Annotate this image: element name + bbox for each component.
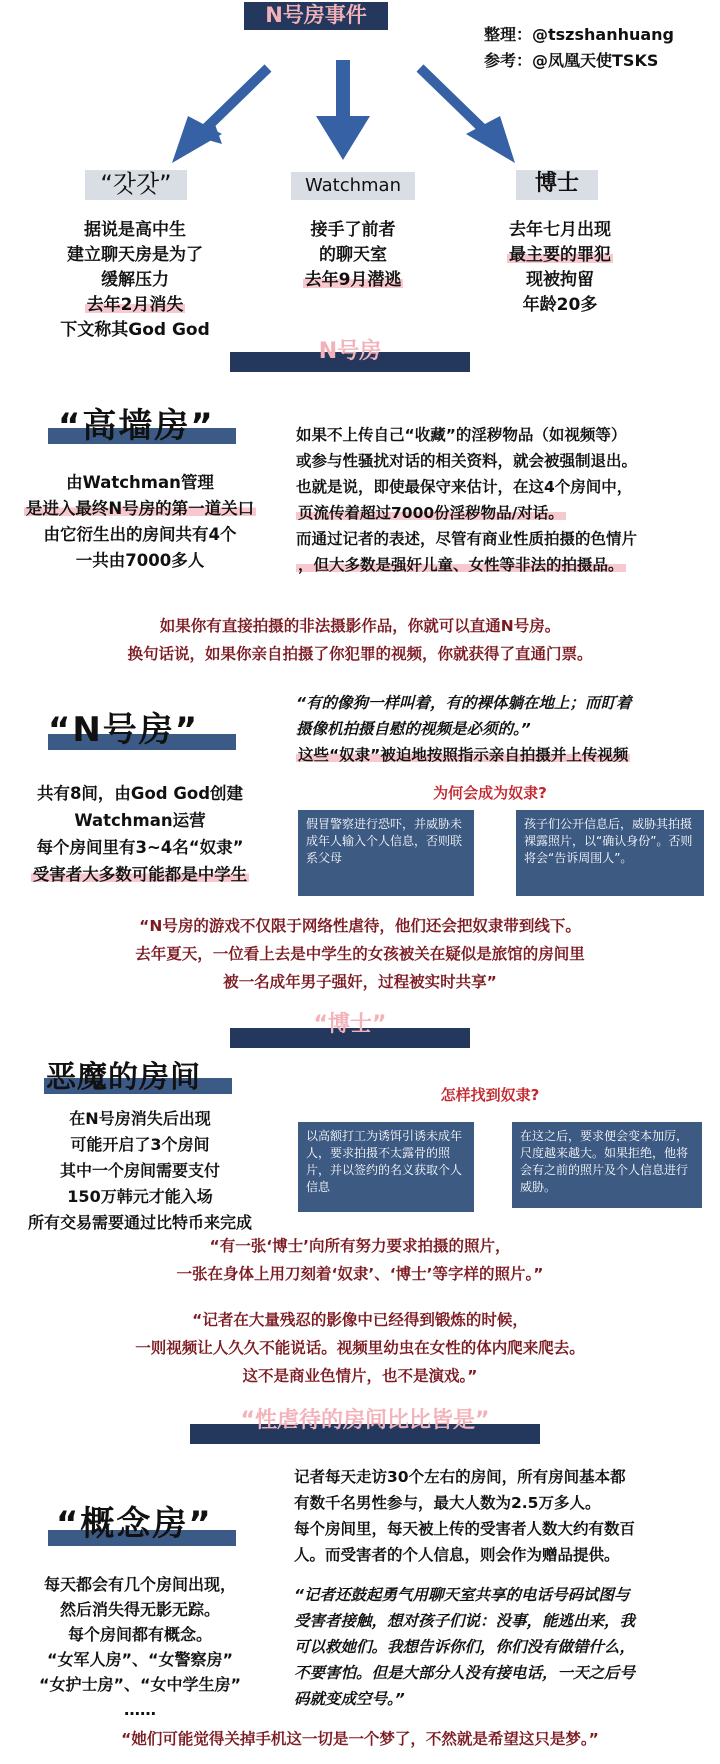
demon-title: 恶魔的房间: [46, 1060, 201, 1095]
boshi-quote-video: “记者在大量残忍的影像中已经得到锻炼的时候， 一则视频让人久久不能说话。视频里幼虫在女性的体内爬来爬去。 这不是商业色情片，也不是演戏。”: [135, 1311, 585, 1385]
credit-organizer: 整理：@tszshanhuang: [484, 25, 675, 44]
person-boshi-desc: 去年七月出现 最主要的罪犯 现被拘留 年龄20多: [509, 220, 611, 315]
boshi-box-lure: 以高额打工为诱饵引诱未成年人，要求拍摄不太露骨的照片，并以签约的名义获取个人信息: [298, 1122, 474, 1212]
final-quote: “她们可能觉得关掉手机这一切是一个梦了，不然就是希望这只是梦。”: [121, 1730, 599, 1748]
person-watchman-name: Watchman: [304, 175, 401, 196]
boshi-quote-photos: “有一张‘博士’向所有努力要求拍摄的照片， 一张在身体上用刀刻着‘奴隶’、‘博士’等字样的照片。”: [176, 1237, 544, 1283]
credit-reference: 参考：@凤凰天使TSKS: [484, 51, 659, 70]
nroom-quote-bottom: “N号房的游戏不仅限于网络性虐待，他们还会把奴隶带到线下。 去年夏天，一位看上去是中学生的女孩被关在疑似是旅馆的房间里 被一名成年男子强奸，过程被实时共享”: [135, 917, 585, 991]
boshi-question: 怎样找到奴隶?: [440, 1086, 540, 1104]
page-title: N号房事件: [265, 3, 367, 27]
boshi-box-escalate: 在这之后，要求便会变本加厉，尺度越来越大。如果拒绝，他将会有之前的照片及个人信息进行威胁。: [512, 1122, 702, 1208]
person-watchman-desc: 接手了前者 的聊天室 去年9月潜逃: [304, 220, 402, 290]
gaoqiang-right-text: 如果不上传自己“收藏”的淫秽物品（如视频等） 或参与性骚扰对话的相关资料，就会被强制退出。 也就是说，即使最保守来估计，在这4个房间中， 页流传着超过7000份淫秽物品/对话。 而通过记者的表述，尽管有商业性质拍摄的色情片 ，但大多数是强奸儿童、女性等非法的拍摄品。: [296, 426, 638, 574]
section-n-title: N号房: [318, 339, 382, 364]
nroom-quote-top: “有的像狗一样叫着，有的裸体躺在地上；而盯着 摄像机拍摄自慰的视频是必须的。” 这些“奴隶”被迫地按照指示亲自拍摄并上传视频: [296, 694, 632, 764]
gaoqiang-quote: 如果你有直接拍摄的非法摄影作品，你就可以直通N号房。 换句话说，如果你亲自拍摄了你犯罪的视频，你就获得了直通门票。: [127, 617, 593, 663]
person-gatgat-desc: 据说是高中生 建立聊天房是为了 缓解压力 去年2月消失 下文称其God God: [60, 220, 210, 340]
gaoqiang-left-text: 由Watchman管理 是进入最终N号房的第一道关口 由它衍生出的房间共有4个 一共由7000多人: [25, 473, 255, 570]
section-boshi-title: “博士”: [313, 1012, 387, 1037]
section-everywhere-title: “性虐待的房间比比皆是”: [240, 1408, 490, 1433]
concept-title: “概念房”: [56, 1504, 213, 1544]
person-boshi-name: 博士: [534, 171, 579, 196]
arrow-right-icon: [420, 68, 515, 163]
concept-quote: “记者还鼓起勇气用聊天室共享的电话号码试图与 受害者接触，想对孩子们说：没事，能逃出来，我 可以救她们。我想告诉你们，你们没有做错什么， 不要害怕。但是大部分人没有接电话，一天之后号 码就变成空号。”: [294, 1586, 636, 1708]
nroom-title: “N号房”: [48, 710, 200, 750]
concept-left-text: 每天都会有几个房间出现， 然后消失得无影无踪。 每个房间都有概念。 “女军人房”、“女警察房” “女护士房”、“女中学生房” ……: [38, 1575, 242, 1719]
concept-right-text: 记者每天走访30个左右的房间，所有房间基本都 有数千名男性参与，最大人数为2.5万多人。 每个房间里，每天被上传的受害者人数大约有数百 人。而受害者的个人信息，则会作为赠品提供。: [294, 1468, 636, 1564]
person-gatgat-name: “갓갓”: [100, 170, 172, 198]
boshi-left-text: 在N号房消失后出现 可能开启了3个房间 其中一个房间需要支付 150万韩元才能入场 所有交易需要通过比特币来完成: [27, 1109, 252, 1232]
nroom-box-photos: 孩子们公开信息后，威胁其拍摄裸露照片，以“确认身份”。否则将会“告诉周围人”。: [516, 810, 704, 896]
gaoqiang-title: “高墙房”: [58, 406, 215, 446]
arrow-down-icon: [316, 60, 370, 160]
nroom-question: 为何会成为奴隶?: [433, 784, 547, 802]
arrow-left-icon: [172, 68, 268, 163]
nroom-box-threat: 假冒警察进行恐吓，并威胁未成年人输入个人信息，否则联系父母: [298, 810, 474, 896]
nroom-left-text: 共有8间，由God God创建 Watchman运营 每个房间里有3~4名“奴隶” 受害者大多数可能都是中学生: [32, 784, 248, 884]
